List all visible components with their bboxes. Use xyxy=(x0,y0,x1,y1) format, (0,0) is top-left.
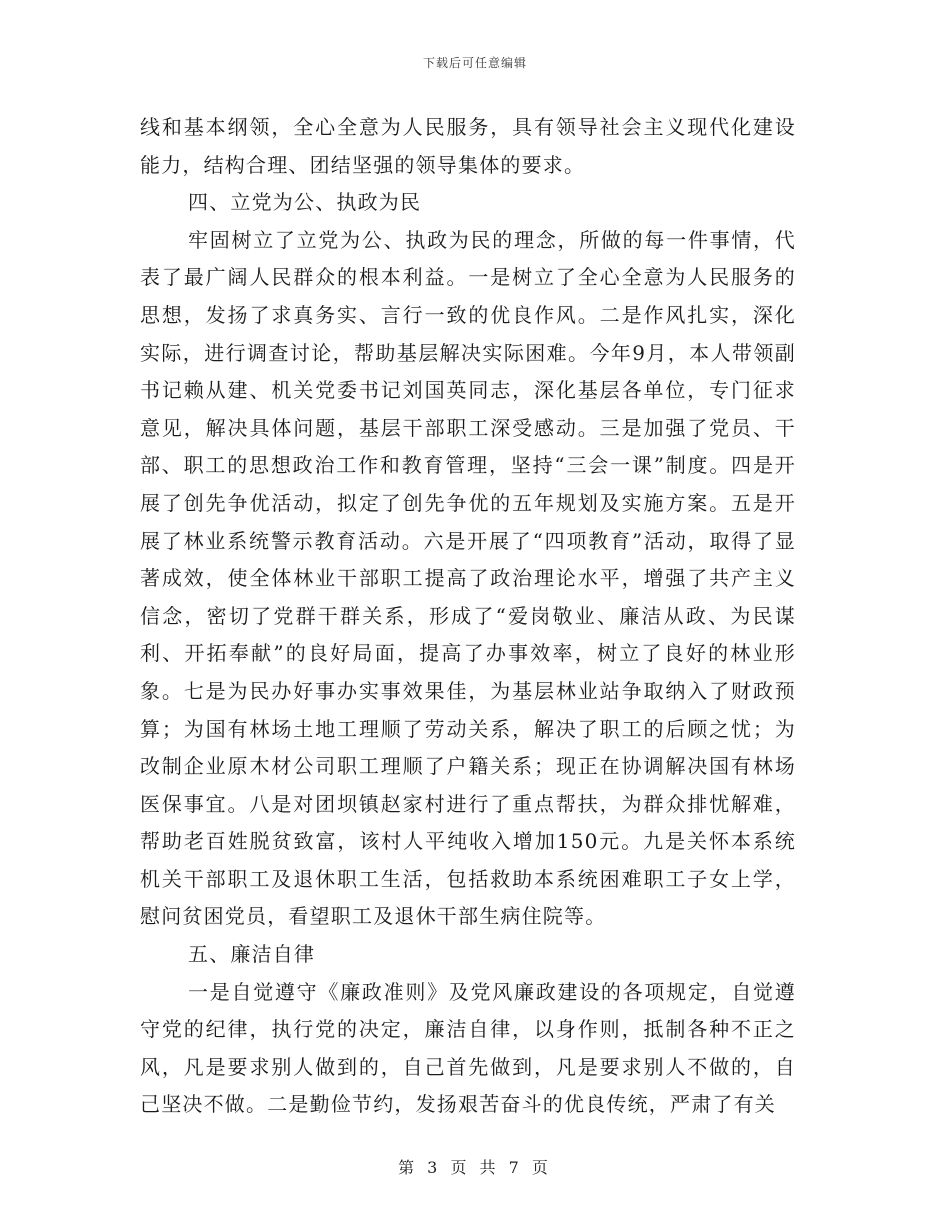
page-header-note: 下载后可任意编辑 xyxy=(422,56,527,70)
paragraph-section-5: 一是自觉遵守《廉政准则》及党风廉政建设的各项规定，自觉遵守党的纪律，执行党的决定，廉洁自律，以身作则，抵制各种不正之风，凡是要求别人做到的，自己首先做到，凡是要求别人不做的，自己坚决不做。二是勤俭节约，发扬艰苦奋斗的优良传统，严肃了有关 xyxy=(140,979,796,1117)
paragraph-section-4: 牢固树立了立党为公、执政为民的理念，所做的每一件事情，代表了最广阔人民群众的根本利益。一是树立了全心全意为人民服务的思想，发扬了求真务实、言行一致的优良作风。二是作风扎实，深化实际，进行调查讨论，帮助基层解决实际困难。今年9月，本人带领副书记赖从建、机关党委书记刘国英同志，深化基层各单位，专门征求意见，解决具体问题，基层干部职工深受感动。三是加强了党员、干部、职工的思想政治工作和教育管理，坚持“三会一课”制度。四是开展了创先争优活动，拟定了创先争优的五年规划及实施方案。五是开展了林业系统警示教育活动。六是开展了“四项教育”活动，取得了显著成效，使全体林业干部职工提高了政治理论水平，增强了共产主义信念，密切了党群干群关系，形成了“爱岗敬业、廉洁从政、为民谋利、开拓奉献”的良好局面，提高了办事效率，树立了良好的林业形象。七是为民办好事办实事效果佳，为基层林业站争取纳入了财政预算；为国有林场土地工理顺了劳动关系，解决了职工的后顾之忧；为改制企业原木材公司职工理顺了户籍关系；现正在协调解决国有林场医保事宜。八是对团坝镇赵家村进行了重点帮扶，为群众排忧解难，帮助老百姓脱贫致富，该村人平纯收入增加150元。九是关怀本系统机关干部职工及退休职工生活，包括救助本系统困难职工子女上学，慰问贫困党员，看望职工及退休干部生病住院等。 xyxy=(140,227,796,929)
document-body xyxy=(140,109,796,1124)
paragraph-continuation: 线和基本纲领，全心全意为人民服务，具有领导社会主义现代化建设能力，结构合理、团结坚强的领导集体的要求。 xyxy=(140,115,796,177)
section-heading-4: 四、立党为公、执政为民 xyxy=(188,190,422,215)
section-heading-5: 五、廉洁自律 xyxy=(188,942,316,967)
page-number: 第 3 页 共 7 页 xyxy=(398,1158,552,1177)
